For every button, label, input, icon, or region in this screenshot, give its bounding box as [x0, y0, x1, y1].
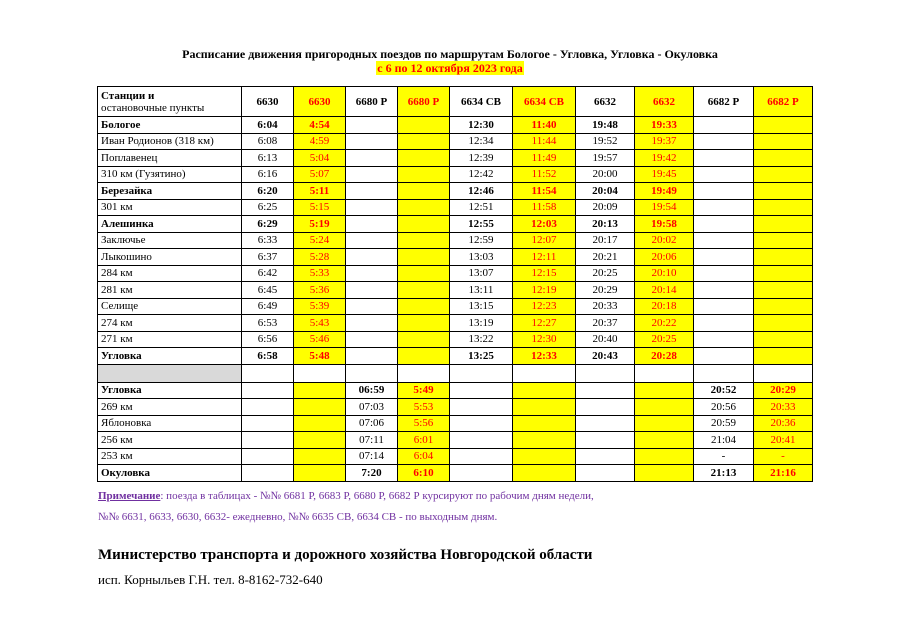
time-cell: 20:36 — [754, 415, 813, 432]
schedule-body — [98, 87, 813, 482]
time-cell — [635, 399, 694, 416]
time-cell — [576, 465, 635, 482]
time-cell: 12:59 — [450, 232, 513, 249]
time-cell: 20:41 — [754, 432, 813, 449]
time-cell — [346, 183, 398, 200]
time-cell: 20:21 — [576, 249, 635, 266]
time-cell: 5:36 — [294, 282, 346, 299]
section-separator-row — [98, 364, 813, 382]
section1-row — [98, 166, 813, 183]
time-cell: 6:37 — [242, 249, 294, 266]
train-header: 6634 СВ — [513, 87, 576, 117]
time-cell — [754, 150, 813, 167]
time-cell — [754, 249, 813, 266]
section2-row — [98, 382, 813, 399]
station-name: Лыкошино — [98, 249, 242, 266]
time-cell — [346, 117, 398, 134]
time-cell — [294, 399, 346, 416]
time-cell: 21:13 — [694, 465, 754, 482]
time-cell: 13:15 — [450, 298, 513, 315]
time-cell: 6:29 — [242, 216, 294, 233]
station-name: 310 км (Гузятино) — [98, 166, 242, 183]
time-cell — [694, 232, 754, 249]
station-name: Угловка — [98, 382, 242, 399]
time-cell: 20:25 — [635, 331, 694, 348]
time-cell: 12:11 — [513, 249, 576, 266]
time-cell: - — [754, 448, 813, 465]
time-cell — [694, 249, 754, 266]
time-cell: 5:24 — [294, 232, 346, 249]
time-cell — [294, 448, 346, 465]
time-cell: 20:29 — [754, 382, 813, 399]
section1-row — [98, 282, 813, 299]
time-cell — [346, 282, 398, 299]
time-cell — [398, 216, 450, 233]
time-cell — [450, 399, 513, 416]
time-cell: 20:28 — [635, 348, 694, 365]
time-cell — [694, 298, 754, 315]
note-line-1: Примечание: поезда в таблицах - №№ 6681 Р, 6683 Р, 6680 Р, 6682 Р курсируют по рабочим дням недели, — [98, 490, 594, 502]
station-name: Березайка — [98, 183, 242, 200]
time-cell: 20:43 — [576, 348, 635, 365]
section1-row — [98, 315, 813, 332]
time-cell — [754, 232, 813, 249]
time-cell — [398, 117, 450, 134]
time-cell: 20:09 — [576, 199, 635, 216]
time-cell: 19:37 — [635, 133, 694, 150]
time-cell — [635, 465, 694, 482]
train-header: 6680 Р — [398, 87, 450, 117]
time-cell: 13:11 — [450, 282, 513, 299]
time-cell — [694, 348, 754, 365]
time-cell: 6:53 — [242, 315, 294, 332]
time-cell: 19:58 — [635, 216, 694, 233]
time-cell: 13:25 — [450, 348, 513, 365]
time-cell: 6:13 — [242, 150, 294, 167]
time-cell: 7:20 — [346, 465, 398, 482]
time-cell — [346, 348, 398, 365]
train-header: 6680 Р — [346, 87, 398, 117]
time-cell: 13:03 — [450, 249, 513, 266]
time-cell: 19:48 — [576, 117, 635, 134]
time-cell: 12:30 — [450, 117, 513, 134]
schedule-table — [97, 86, 813, 482]
time-cell: 6:58 — [242, 348, 294, 365]
section1-row — [98, 133, 813, 150]
time-cell: 5:33 — [294, 265, 346, 282]
train-header: 6630 — [242, 87, 294, 117]
separator-cell — [576, 364, 635, 382]
time-cell: 11:49 — [513, 150, 576, 167]
train-header: 6634 СВ — [450, 87, 513, 117]
time-cell: 5:56 — [398, 415, 450, 432]
time-cell — [450, 382, 513, 399]
time-cell: 20:04 — [576, 183, 635, 200]
time-cell — [694, 282, 754, 299]
time-cell — [294, 465, 346, 482]
time-cell: 12:39 — [450, 150, 513, 167]
time-cell: 12:07 — [513, 232, 576, 249]
time-cell — [242, 399, 294, 416]
header-row — [98, 87, 813, 117]
time-cell — [754, 315, 813, 332]
time-cell — [346, 331, 398, 348]
separator-cell — [398, 364, 450, 382]
time-cell — [754, 348, 813, 365]
time-cell — [754, 183, 813, 200]
time-cell — [346, 216, 398, 233]
time-cell: 20:59 — [694, 415, 754, 432]
section2-row — [98, 399, 813, 416]
time-cell — [242, 415, 294, 432]
train-header: 6632 — [635, 87, 694, 117]
time-cell — [576, 432, 635, 449]
station-name: 301 км — [98, 199, 242, 216]
time-cell: 07:03 — [346, 399, 398, 416]
time-cell: 07:14 — [346, 448, 398, 465]
time-cell — [398, 265, 450, 282]
time-cell: 13:22 — [450, 331, 513, 348]
time-cell — [346, 150, 398, 167]
note-label: Примечание — [98, 490, 161, 502]
time-cell — [635, 432, 694, 449]
time-cell: 11:52 — [513, 166, 576, 183]
time-cell: 12:33 — [513, 348, 576, 365]
time-cell — [242, 465, 294, 482]
time-cell — [694, 331, 754, 348]
time-cell: 5:04 — [294, 150, 346, 167]
time-cell: 19:45 — [635, 166, 694, 183]
time-cell: 6:25 — [242, 199, 294, 216]
time-cell — [754, 298, 813, 315]
station-name: 256 км — [98, 432, 242, 449]
time-cell: 5:43 — [294, 315, 346, 332]
date-range-highlight: с 6 по 12 октября 2023 года — [377, 61, 523, 75]
time-cell — [398, 315, 450, 332]
contact-info: исп. Корныльев Г.Н. тел. 8-8162-732-640 — [98, 572, 323, 587]
station-name: Заключье — [98, 232, 242, 249]
section1-row — [98, 117, 813, 134]
time-cell: 12:19 — [513, 282, 576, 299]
section1-row — [98, 249, 813, 266]
time-cell: 6:08 — [242, 133, 294, 150]
separator-cell — [450, 364, 513, 382]
time-cell — [513, 432, 576, 449]
time-cell: 6:45 — [242, 282, 294, 299]
time-cell: 20:33 — [754, 399, 813, 416]
time-cell: 20:56 — [694, 399, 754, 416]
time-cell — [694, 199, 754, 216]
time-cell: 19:49 — [635, 183, 694, 200]
time-cell — [513, 382, 576, 399]
time-cell: 20:25 — [576, 265, 635, 282]
time-cell: 12:55 — [450, 216, 513, 233]
time-cell: 20:29 — [576, 282, 635, 299]
station-name: Угловка — [98, 348, 242, 365]
time-cell: 5:39 — [294, 298, 346, 315]
time-cell — [694, 216, 754, 233]
station-name: Алешинка — [98, 216, 242, 233]
time-cell: 4:59 — [294, 133, 346, 150]
separator-cell — [635, 364, 694, 382]
time-cell: 19:42 — [635, 150, 694, 167]
time-cell — [635, 448, 694, 465]
section1-row — [98, 348, 813, 365]
time-cell: 12:51 — [450, 199, 513, 216]
time-cell: 20:18 — [635, 298, 694, 315]
time-cell: 20:33 — [576, 298, 635, 315]
time-cell — [242, 432, 294, 449]
section2-row — [98, 465, 813, 482]
time-cell — [346, 199, 398, 216]
time-cell — [694, 117, 754, 134]
time-cell — [450, 448, 513, 465]
separator-cell — [513, 364, 576, 382]
section1-row — [98, 232, 813, 249]
time-cell — [513, 399, 576, 416]
time-cell: 13:19 — [450, 315, 513, 332]
time-cell: - — [694, 448, 754, 465]
station-name: Селище — [98, 298, 242, 315]
time-cell — [576, 448, 635, 465]
time-cell — [754, 133, 813, 150]
time-cell: 11:44 — [513, 133, 576, 150]
station-name: Окуловка — [98, 465, 242, 482]
station-name: 269 км — [98, 399, 242, 416]
section2-row — [98, 432, 813, 449]
time-cell: 20:02 — [635, 232, 694, 249]
time-cell: 11:58 — [513, 199, 576, 216]
time-cell: 6:42 — [242, 265, 294, 282]
time-cell — [398, 249, 450, 266]
time-cell — [242, 382, 294, 399]
train-header: 6682 Р — [694, 87, 754, 117]
section1-row — [98, 150, 813, 167]
time-cell: 20:52 — [694, 382, 754, 399]
time-cell — [294, 382, 346, 399]
time-cell: 6:20 — [242, 183, 294, 200]
time-cell — [398, 282, 450, 299]
station-header: Станции и остановочные пункты — [98, 87, 242, 117]
time-cell: 20:00 — [576, 166, 635, 183]
time-cell — [694, 183, 754, 200]
separator-cell — [294, 364, 346, 382]
time-cell — [346, 232, 398, 249]
time-cell — [576, 399, 635, 416]
time-cell: 12:42 — [450, 166, 513, 183]
station-name: Иван Родионов (318 км) — [98, 133, 242, 150]
time-cell: 6:01 — [398, 432, 450, 449]
station-name: 271 км — [98, 331, 242, 348]
time-cell: 12:15 — [513, 265, 576, 282]
time-cell — [398, 331, 450, 348]
time-cell: 5:53 — [398, 399, 450, 416]
time-cell — [694, 150, 754, 167]
time-cell: 12:27 — [513, 315, 576, 332]
time-cell: 20:06 — [635, 249, 694, 266]
time-cell: 12:30 — [513, 331, 576, 348]
time-cell: 20:13 — [576, 216, 635, 233]
note-line-2: №№ 6631, 6633, 6630, 6632- ежедневно, №№ 6635 СВ, 6634 СВ - по выходным дням. — [98, 511, 498, 523]
separator-cell — [754, 364, 813, 382]
time-cell — [754, 282, 813, 299]
time-cell: 20:14 — [635, 282, 694, 299]
time-cell — [346, 265, 398, 282]
section1-row — [98, 183, 813, 200]
station-name: Поплавенец — [98, 150, 242, 167]
time-cell: 12:46 — [450, 183, 513, 200]
time-cell — [398, 183, 450, 200]
time-cell — [346, 249, 398, 266]
separator-cell — [694, 364, 754, 382]
time-cell: 6:16 — [242, 166, 294, 183]
time-cell: 21:04 — [694, 432, 754, 449]
time-cell: 6:04 — [398, 448, 450, 465]
section1-row — [98, 216, 813, 233]
time-cell — [513, 465, 576, 482]
time-cell: 07:11 — [346, 432, 398, 449]
station-name: 281 км — [98, 282, 242, 299]
time-cell — [242, 448, 294, 465]
time-cell — [754, 216, 813, 233]
time-cell: 11:40 — [513, 117, 576, 134]
time-cell — [398, 298, 450, 315]
time-cell: 20:40 — [576, 331, 635, 348]
time-cell — [694, 133, 754, 150]
time-cell — [754, 199, 813, 216]
train-header: 6682 Р — [754, 87, 813, 117]
time-cell — [694, 265, 754, 282]
time-cell — [450, 415, 513, 432]
time-cell — [513, 415, 576, 432]
time-cell: 20:37 — [576, 315, 635, 332]
time-cell: 12:03 — [513, 216, 576, 233]
time-cell: 20:17 — [576, 232, 635, 249]
time-cell — [398, 150, 450, 167]
time-cell — [513, 448, 576, 465]
time-cell — [398, 232, 450, 249]
ministry-name: Министерство транспорта и дорожного хозяйства Новгородской области — [98, 547, 593, 563]
time-cell — [450, 432, 513, 449]
time-cell: 07:06 — [346, 415, 398, 432]
station-name: 253 км — [98, 448, 242, 465]
time-cell: 5:07 — [294, 166, 346, 183]
time-cell: 12:23 — [513, 298, 576, 315]
time-cell — [754, 117, 813, 134]
time-cell: 5:48 — [294, 348, 346, 365]
station-name: 274 км — [98, 315, 242, 332]
time-cell: 11:54 — [513, 183, 576, 200]
time-cell — [694, 166, 754, 183]
time-cell — [450, 465, 513, 482]
time-cell — [398, 348, 450, 365]
time-cell: 6:10 — [398, 465, 450, 482]
time-cell — [635, 415, 694, 432]
time-cell — [346, 315, 398, 332]
section1-row — [98, 265, 813, 282]
time-cell: 5:46 — [294, 331, 346, 348]
time-cell — [398, 166, 450, 183]
time-cell — [346, 133, 398, 150]
section2-row — [98, 448, 813, 465]
time-cell — [294, 415, 346, 432]
time-cell: 6:04 — [242, 117, 294, 134]
time-cell: 5:49 — [398, 382, 450, 399]
station-name: Бологое — [98, 117, 242, 134]
time-cell: 6:49 — [242, 298, 294, 315]
time-cell — [576, 415, 635, 432]
time-cell: 5:15 — [294, 199, 346, 216]
time-cell — [754, 331, 813, 348]
separator-cell — [242, 364, 294, 382]
separator-cell — [98, 364, 242, 382]
time-cell: 19:54 — [635, 199, 694, 216]
time-cell: 06:59 — [346, 382, 398, 399]
train-header: 6632 — [576, 87, 635, 117]
section1-row — [98, 298, 813, 315]
time-cell: 5:19 — [294, 216, 346, 233]
time-cell: 19:57 — [576, 150, 635, 167]
time-cell — [346, 166, 398, 183]
time-cell — [294, 432, 346, 449]
station-name: Яблоновка — [98, 415, 242, 432]
section2-row — [98, 415, 813, 432]
schedule-date-range — [0, 61, 900, 75]
train-header: 6630 — [294, 87, 346, 117]
time-cell — [398, 133, 450, 150]
time-cell: 4:54 — [294, 117, 346, 134]
time-cell — [754, 166, 813, 183]
time-cell — [398, 199, 450, 216]
time-cell — [754, 265, 813, 282]
section1-row — [98, 199, 813, 216]
separator-cell — [346, 364, 398, 382]
schedule-title: Расписание движения пригородных поездов по маршрутам Бологое - Угловка, Угловка - Окуловка — [182, 47, 718, 61]
time-cell: 6:56 — [242, 331, 294, 348]
time-cell — [694, 315, 754, 332]
time-cell: 6:33 — [242, 232, 294, 249]
time-cell — [346, 298, 398, 315]
section1-row — [98, 331, 813, 348]
time-cell: 5:28 — [294, 249, 346, 266]
time-cell: 20:10 — [635, 265, 694, 282]
time-cell: 21:16 — [754, 465, 813, 482]
time-cell: 20:22 — [635, 315, 694, 332]
time-cell: 13:07 — [450, 265, 513, 282]
time-cell — [635, 382, 694, 399]
station-name: 284 км — [98, 265, 242, 282]
time-cell: 12:34 — [450, 133, 513, 150]
time-cell — [576, 382, 635, 399]
time-cell: 19:52 — [576, 133, 635, 150]
time-cell: 5:11 — [294, 183, 346, 200]
time-cell: 19:33 — [635, 117, 694, 134]
